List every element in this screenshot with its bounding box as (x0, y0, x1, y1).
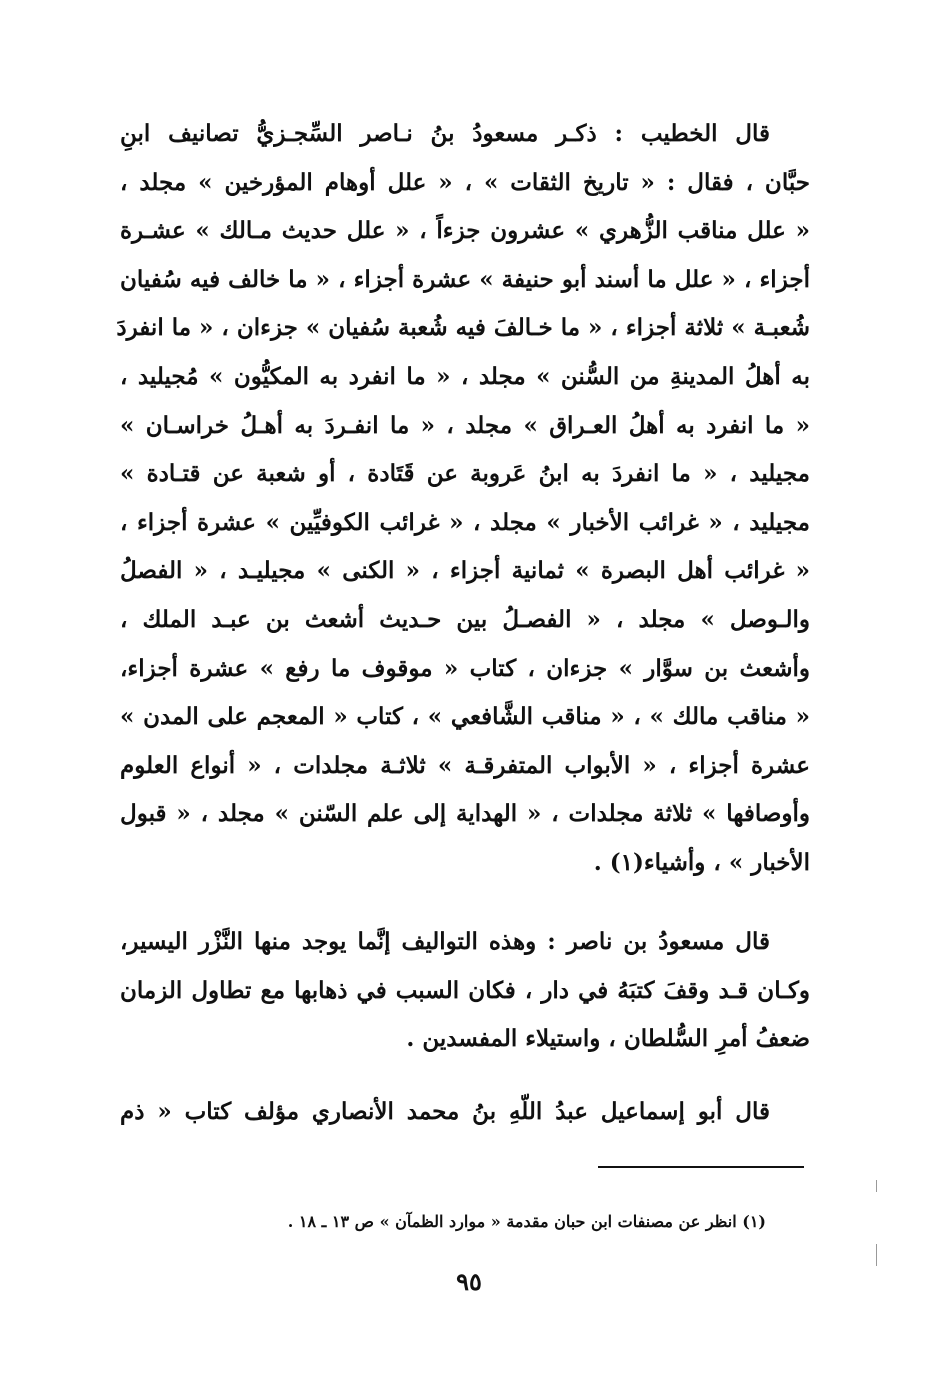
text-line: شُعبـة » ثلاثة أجزاء ، « ما خـالفَ فيه شُعبة سُفيان » جزءان ، « ما انفردَ (116, 314, 810, 342)
scan-margin-mark (876, 1180, 877, 1192)
text-line: عشرة أجزاء ، « الأبواب المتفرقـة » ثلاثـة مجلدات ، « أنواع العلوم (120, 751, 810, 779)
text-line: « مناقب مالك » ، « مناقب الشَّافعي » ، كتاب « المعجم على المدن » (120, 703, 810, 731)
text-line: « غرائب أهل البصرة » ثمانية أجزاء ، « الكنى » مجيليـد ، « الفصلُ (120, 557, 810, 585)
text-line: مجيليد ، « غرائب الأخبار » مجلد ، « غرائب الكوفيِّين » عشرة أجزاء ، (120, 508, 810, 536)
paragraph-3 (120, 1088, 810, 1137)
text-line: حبَّان ، فقال : « تاريخ الثقات » ، « علل أوهام المؤرخين » مجلد ، (120, 168, 810, 196)
text-line: وكـان قـد وقفَ كتبَهُ في دار ، فكان السبب في ذهابها مع تطاول الزمان (120, 976, 810, 1004)
text-line: به أهلُ المدينةِ من السُّنن » مجلد ، « ما انفرد به المكيُّون » مُجيليد ، (120, 362, 810, 390)
text-line: الأخبار » ، وأشياء(١) . (593, 848, 810, 876)
text-line: قال مسعودُ بن ناصر : وهذه التواليف إنَّما يوجد منها النَّزْر اليسير، (120, 928, 770, 955)
text-line: مجيليد ، « ما انفردَ به ابنُ عَروبة عن قَتَادة ، أو شعبة عن قتـادة » (120, 460, 810, 488)
footnote-separator (598, 1166, 804, 1168)
text-line: ضعفُ أمرِ السُّلطان ، واستيلاء المفسدين . (406, 1025, 810, 1053)
text-line: والـوصل » مجلد ، « الفصـلُ بين حـديث أشعث بن عبـد الملك ، (120, 605, 810, 633)
text-line: قال أبو إسماعيل عبدُ اللّهِ بنُ محمد الأنصاري مؤلف كتاب « ذم (120, 1098, 770, 1125)
paragraph-1 (116, 110, 810, 888)
page-number: ٩٥ (456, 1267, 482, 1296)
text-line: أجزاء ، « علل ما أسند أبو حنيفة » عشرة أجزاء ، « ما خالف فيه سُفيان (120, 265, 810, 293)
text-line: وأشعث بن سوَّار » جزءان ، كتاب « موقوف ما رفع » عشرة أجزاء، (120, 654, 810, 682)
footnote: (١) انظر عن مصنفات ابن حبان مقدمة « موارد الظمآن » ص ١٣ ـ ١٨ . (287, 1212, 766, 1231)
paragraph-2 (120, 918, 810, 1064)
scan-margin-mark (876, 1244, 877, 1266)
text-line: « ما انفرد به أهلُ العـراق » مجلد ، « ما انفـردَ به أهـلُ خراسـان » (120, 411, 810, 439)
text-line: وأوصافها » ثلاثة مجلدات ، « الهداية إلى علم السّنن » مجلد ، « قبول (120, 800, 810, 828)
text-line: « علل مناقب الزُّهري » عشرون جزءاً ، « علل حديث مـالك » عشـرة (120, 217, 810, 245)
text-line: قال الخطيب : ذكـر مسعودُ بنُ نـاصر السِّجـزيُّ تصانيف ابنِ (120, 120, 770, 147)
